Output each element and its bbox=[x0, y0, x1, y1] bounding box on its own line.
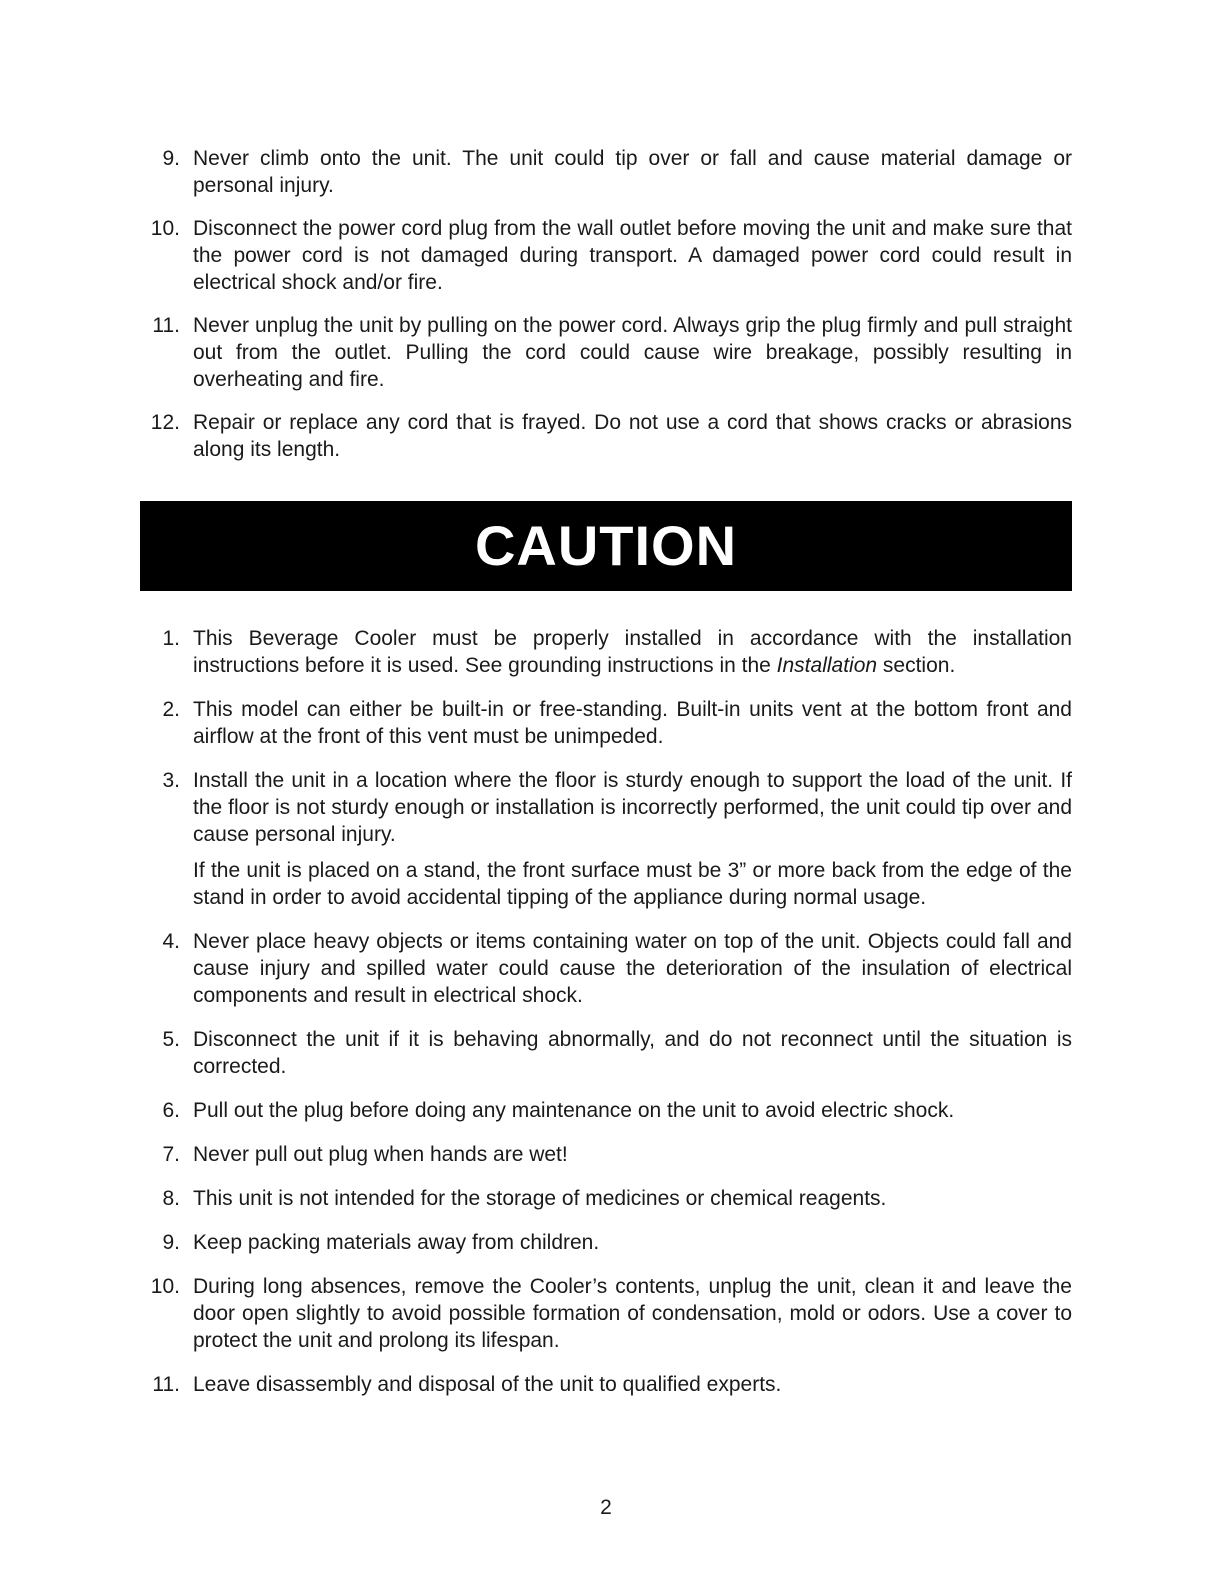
warning-list bbox=[140, 145, 1072, 463]
item-number: 7. bbox=[162, 1143, 180, 1166]
item-text: Never climb onto the unit. The unit could tip over or fall and cause material damage or personal injury. bbox=[193, 147, 1072, 197]
item-text: Pull out the plug before doing any maintenance on the unit to avoid electric shock. bbox=[193, 1099, 955, 1122]
list-item bbox=[140, 312, 1072, 393]
item-text: Never unplug the unit by pulling on the power cord. Always grip the plug firmly and pull straight out from the outlet. Pulling the cord could cause wire breakage, possibly resulting in overheating and fire. bbox=[193, 314, 1072, 391]
item-text: Never place heavy objects or items containing water on top of the unit. Objects could fall and cause injury and spilled water could cause the deterioration of the insulation of electrical components and result in electrical shock. bbox=[193, 930, 1072, 1007]
list-item bbox=[140, 1229, 1072, 1256]
item-number: 5. bbox=[162, 1028, 180, 1051]
item-number: 1. bbox=[162, 627, 180, 650]
list-item bbox=[140, 1026, 1072, 1080]
item-number: 9. bbox=[162, 147, 180, 170]
list-item bbox=[140, 1097, 1072, 1124]
list-item bbox=[140, 215, 1072, 296]
page-number: 2 bbox=[600, 1496, 612, 1519]
item-number: 10. bbox=[150, 1275, 180, 1298]
item-number: 6. bbox=[162, 1099, 180, 1122]
item-text: Keep packing materials away from children. bbox=[193, 1231, 600, 1254]
item-number: 10. bbox=[150, 217, 180, 240]
item-text: This unit is not intended for the storage of medicines or chemical reagents. bbox=[193, 1187, 887, 1210]
item-text: Never pull out plug when hands are wet! bbox=[193, 1143, 568, 1166]
item-text: Disconnect the power cord plug from the wall outlet before moving the unit and make sure that the power cord is not damaged during transport. A damaged power cord could result in electrical shock and/or fire. bbox=[193, 217, 1072, 294]
caution-title: CAUTION bbox=[474, 514, 738, 577]
caution-list bbox=[140, 625, 1072, 1398]
caution-banner bbox=[140, 501, 1072, 591]
item-text: During long absences, remove the Cooler’s contents, unplug the unit, clean it and leave the door open slightly to avoid possible formation of condensation, mold or odors. Use a cover to protect the unit and prolong its lifespan. bbox=[193, 1275, 1072, 1352]
item-number: 8. bbox=[162, 1187, 180, 1210]
item-text: Repair or replace any cord that is frayed. Do not use a cord that shows cracks or abrasions along its length. bbox=[193, 411, 1072, 461]
list-item bbox=[140, 1273, 1072, 1354]
list-item bbox=[140, 1371, 1072, 1398]
installation-reference: Installation bbox=[776, 654, 878, 677]
item-text: This Beverage Cooler must be properly installed in accordance with the installation instructions before it is used. See grounding instructions in the Installation section. bbox=[193, 627, 1072, 677]
list-item bbox=[140, 625, 1072, 679]
item-number: 3. bbox=[162, 769, 180, 792]
item-number: 2. bbox=[162, 698, 180, 721]
item-number: 9. bbox=[162, 1231, 180, 1254]
item-number: 11. bbox=[152, 314, 180, 337]
list-item bbox=[140, 696, 1072, 750]
item-number: 12. bbox=[150, 411, 180, 434]
list-item bbox=[140, 409, 1072, 463]
list-item bbox=[140, 1141, 1072, 1168]
list-item bbox=[140, 928, 1072, 1009]
list-item bbox=[140, 1185, 1072, 1212]
item-text: Leave disassembly and disposal of the unit to qualified experts. bbox=[193, 1373, 782, 1396]
list-item bbox=[140, 767, 1072, 911]
item-number: 11. bbox=[152, 1373, 180, 1396]
item-note: If the unit is placed on a stand, the front surface must be 3” or more back from the edge of the stand in order to avoid accidental tipping of the appliance during normal usage. bbox=[193, 859, 1072, 909]
item-text: This model can either be built-in or free-standing. Built-in units vent at the bottom front and airflow at the front of this vent must be unimpeded. bbox=[193, 698, 1072, 748]
item-text: Disconnect the unit if it is behaving abnormally, and do not reconnect until the situation is corrected. bbox=[193, 1028, 1072, 1078]
item-text: Install the unit in a location where the floor is sturdy enough to support the load of the unit. If the floor is not sturdy enough or installation is incorrectly performed, the unit could tip over and cause personal injury. bbox=[193, 769, 1072, 846]
item-number: 4. bbox=[162, 930, 180, 953]
list-item bbox=[140, 145, 1072, 199]
